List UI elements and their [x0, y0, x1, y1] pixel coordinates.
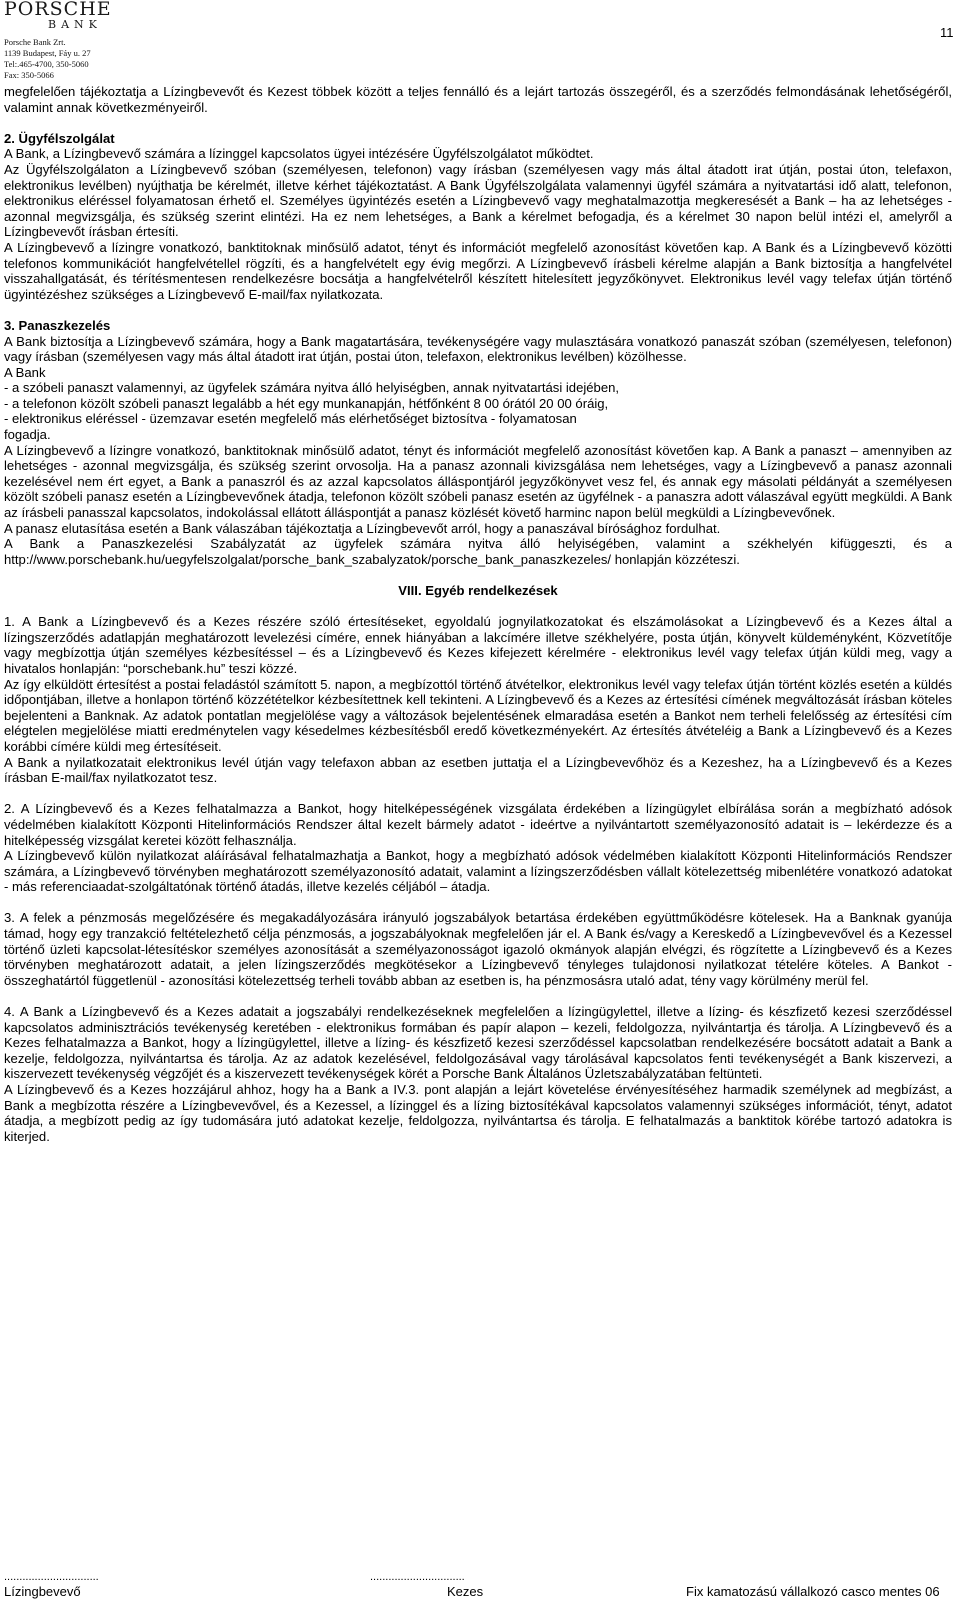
paragraph: megfelelően tájékoztatja a Lízingbevevőt és Kezest többek között a teljes fennálló és a lejárt tartozás összegéről, és a szerződés felmondásának lehetőségéről, valamint annak következményeiről. — [4, 84, 952, 115]
paragraph: fogadja. — [4, 427, 51, 443]
signature-label-lessee: Lízingbevevő — [4, 1584, 81, 1599]
paragraph: 4. A Bank a Lízingbevevő és a Kezes adatait a jogszabályi rendelkezéseknek megfelelően a lízingügylettel, illetve a lízing- és készfizető kezesi szerződéssel kapcsolatos adminisztrációs tevékenység keretében - elektronikus formában és papír alapon – kezeli, feldolgozza, nyilvántartja és tárolja. A Lízingbevevő és a Kezes felhatalmazza a Bankot, hogy a lízingügylettel, illetve a lízing- és készfizető kezesi szerződéssel kapcsolatban rendelkezésére bocsátott adatait a Bank a kezelje, feldolgozza, nyilvántartsa és tárolja. Az az adatok kezelésével, feldolgozásával vagy tárolásával kapcsolatos fenti tevékenységét a Bank kiszervezi, a kiszervezett tevékenység végzőjét és a kiszervezett tevékenységek körét a Porsche Bank Általános Üzletszabályzatában feltünteti. — [4, 1004, 952, 1082]
paragraph: - elektronikus eléréssel - üzemzavar esetén megfelelő más elérhetőséget biztosítva - folyamatosan — [4, 411, 577, 427]
paragraph: 3. A felek a pénzmosás megelőzésére és megakadályozására irányuló jogszabályok betartása érdekében együttműködésre kötelesek. Ha a Banknak gyanúja támad, hogy egy tranzakció feltételezhető célja pénzmosás, a jogszabályoknak megfelelően jár el. A Bank és/vagy a Kereskedő a Lízingbevevővel és a Kezessel történő üzleti kapcsolat-létesítéskor személyes azonosítását a személyazonosságot igazoló okmányok alapján elvégzi, és rögzítette a Lízingbevevő és a Kezes törvényben meghatározott adatait, a jelen lízingszerződés megkötésekor a Lízingbevevő tényleges tulajdonosi nyilatkozat tételére köteles. A Bankot - összeghatártól függetlenül - azonosítási kötelezettség terheli tovább abban az esetben is, ha pénzmosásra utaló adat, tény vagy körülmény merül fel. — [4, 910, 952, 988]
address-line: Fax: 350-5066 — [4, 70, 54, 80]
address-line: Tel:.465-4700, 350-5060 — [4, 59, 89, 69]
company-address — [4, 37, 91, 81]
section-heading: 3. Panaszkezelés — [4, 317, 111, 333]
porsche-bank-logo — [4, 0, 164, 31]
signature-line-guarantor: ............................... — [370, 1571, 465, 1583]
paragraph: A Lízingbevevő és a Kezes hozzájárul ahhoz, hogy ha a Bank a IV.3. pont alapján a lejárt követelése érvényesítéséhez harmadik személynek ad megbízást, a Bank a megbízotta részére a Lízingbevevővel, és a Kezessel, a lízinggel és a lízing biztosítékával kapcsolatos valamennyi szükséges információt, tényt, adatot átadja, a megbízott pedig az így tudomására jutó adatokat kezelje, feldolgozza, nyilvántartsa és tárolja. E felhatalmazás a banktitok körébe tartozó adatokra is kiterjed. — [4, 1082, 952, 1144]
paragraph: 2. A Lízingbevevő és a Kezes felhatalmazza a Bankot, hogy hitelképességének vizsgálata érdekében a lízingügylet elbírálása során a megbízható adósok védelmében kialakított Központi Hitelinformációs Rendszer által kezelt bármely adatot - ideértve a nyilvántartott személyazonosító adatait is – lekérdezze és a hitelképesség vizsgálat keretei között felhasználja. — [4, 801, 952, 848]
paragraph: A panasz elutasítása esetén a Bank válaszában tájékoztatja a Lízingbevevőt arról, hogy a panaszával bírósághoz fordulhat. — [4, 520, 721, 536]
paragraph: 1. A Bank a Lízingbevevő és a Kezes részére szóló értesítéseket, egyoldalú jognyilatkozatokat és elszámolásokat a Lízingbevevő és a Kezes által a lízingszerződés adatlapján meghatározott levelezési címére, ennek hiányában a lakcímére illetve székhelyére, posta útján, könyvelt küldeményként, Közvetítője vagy megbízottja útján személyes kézbesítéssel – és a Lízingbevevő és Kezes kifejezett kérelmére - elektronikus levél vagy telefax útján küldi meg, vagy a hivatalos honlapján: “porschebank.hu” teszi közzé. — [4, 614, 952, 676]
paragraph: A Lízingbevevő külön nyilatkozat aláírásával felhatalmazhatja a Bankot, hogy a megbízható adósok védelmében kialakított Központi Hitelinformációs Rendszer számára, a Lízingbevevő törvényben meghatározott személyazonosító adatait, valamint a lízingszerződésben vállalt kötelezettség mibenlétére vonatkozó adatokat - más referenciaadat-szolgáltatónak történő átadás, illetve kezelés céljából – átadja. — [4, 848, 952, 895]
address-line: Porsche Bank Zrt. — [4, 37, 66, 47]
paragraph: Az Ügyfélszolgálaton a Lízingbevevő szóban (személyesen, telefonon) vagy írásban (személyesen vagy más által átadott irat útján, postai úton, telefaxon, elektronikus levélben) nyújthatja be kérelmét, illetve kérhet tájékoztatást. A Bank Ügyfélszolgálata valamennyi ügyfél számára a nyitvatartási idő alatt, telefonon, elektronikus eléréssel folyamatosan érhető el. Személyes ügyintézés esetén a Lízingbevevő vagy meghatalmazottja megkeresését a Bank – ha az lehetséges - azonnal megvizsgálja, és szükség szerint elintézi. Ha ez nem lehetséges, a Bank a kérelmet befogadja, és a kérelmet 30 napon belül intézi el, amelyről a Lízingbevevőt írásban értesíti. — [4, 161, 952, 240]
signature-line-lessee: ............................... — [4, 1571, 99, 1583]
paragraph: - a szóbeli panaszt valamennyi, az ügyfelek számára nyitva álló helyiségben, annak nyitvatartási idejében, — [4, 380, 620, 396]
chapter-title: VIII. Egyéb rendelkezések — [398, 583, 558, 598]
section-heading: 2. Ügyfélszolgálat — [4, 130, 115, 146]
paragraph: A Bank biztosítja a Lízingbevevő számára, hogy a Bank magatartására, tevékenységére vagy mulasztására vonatkozó panaszát szóban (személyesen, telefonon) vagy írásban (személyesen vagy más által átadott irat útján, postai úton, telefaxon, elektronikus levélben) közölhesse. — [4, 333, 952, 365]
address-line: 1139 Budapest, Fáy u. 27 — [4, 48, 91, 58]
paragraph: A Bank — [4, 364, 46, 380]
signature-label-guarantor: Kezes — [447, 1584, 484, 1599]
paragraph: A Bank a Panaszkezelési Szabályzatát az ügyfelek számára nyitva álló helyiségében, valamint a székhelyén kifüggeszti, és a http://www.porschebank.hu/uegyfelszolgalat/porsche_bank_szabalyzatok/porsche_bank_panaszkezeles/ honlapján közzéteszi. — [4, 536, 952, 567]
paragraph: A Lízingbevevő a lízingre vonatkozó, banktitoknak minősülő adatot, tényt és információt megfelelő azonosítást követően kap. A Bank a panaszt – amennyiben az lehetséges - azonnal megvizsgálja, és szükség szerint orvosolja. Ha a panasz azonnali kivizsgálása nem lehetséges, vagy a Lízingbevevő a panasz azonnali kezelésével nem ért egyet, a Bank a panaszról és az azzal kapcsolatos álláspontjáról jegyzőkönyvet vesz fel, és annak egy másolati példányát a személyesen közölt szóbeli panasz esetén a Lízingbevevőnek átadja, telefonon közölt szóbeli panasz esetén az ügyfélnek - a panaszra adott válaszával együtt megküldi. A Bank az írásbeli panasszal kapcsolatos, indokolással ellátott álláspontját a panasz közlését követő harminc napon belül megküldi a Lízingbevevőnek. — [4, 442, 952, 521]
page-number: 11 — [940, 25, 954, 40]
contract-type-label: Fix kamatozású vállalkozó casco mentes 06 — [686, 1584, 940, 1599]
paragraph: A Bank a nyilatkozatait elektronikus levél útján vagy telefaxon abban az esetben juttatja el a Lízingbevevőhöz és a Kezeshez, ha a Lízingbevevő és a Kezes írásban E-mail/fax nyilatkozatot tesz. — [4, 754, 952, 786]
logo-wordmark: PORSCHE — [4, 0, 112, 20]
paragraph: - a telefonon közölt szóbeli panaszt legalább a hét egy munkanapján, hétfőnként 8 00 órától 20 00 óráig, — [4, 395, 609, 411]
logo-bank-text: BANK — [48, 18, 102, 31]
paragraph: A Lízingbevevő a lízingre vonatkozó, banktitoknak minősülő adatot, tényt és információt megfelelő azonosítást követően kap. A Bank és a Lízingbevevő közötti telefonos kommunikációt hangfelvétellel rögzíti, és a hangfelvételt egy évig megőrzi. A Lízingbevevő írásbeli kérelme alapján a Bank biztosítja a hangfelvétel visszahallgatását, és térítésmentesen rendelkezésre bocsátja a hangfelvételről készített hitelesített jegyzőkönyvet. Elektronikus levél vagy telefax útján történő ügyintézéshez szükséges a Lízingbevevő E-mail/fax nyilatkozata. — [4, 239, 952, 302]
document-body — [4, 84, 952, 1144]
paragraph: A Bank, a Lízingbevevő számára a lízinggel kapcsolatos ügyei intézésére Ügyfélszolgálatot működtet. — [4, 146, 594, 162]
paragraph: Az így elküldött értesítést a postai feladástól számított 5. napon, a megbízottól történő átvételkor, elektronikus levél vagy telefax útján történt közlés esetén a küldés időpontjában, illetve a honlapon történő közzétételkor kézbesítettnek kell tekinteni. A Lízingbevevő és a Kezes az értesítési címének megváltozását írásban köteles bejelenteni a Banknak. Az adatok pontatlan megjelölése vagy a változások bejelentésének elmaradása esetén a Bankot nem terheli felelősség az értesítési cím elégtelen megjelölése miatti eredménytelen vagy késedelmes kézbesítésből eredő következményekért. Az értesítés átvételéig a Bank a Lízingbevevő és a Kezes korábbi címére küldi meg értesítéseit. — [4, 676, 952, 754]
